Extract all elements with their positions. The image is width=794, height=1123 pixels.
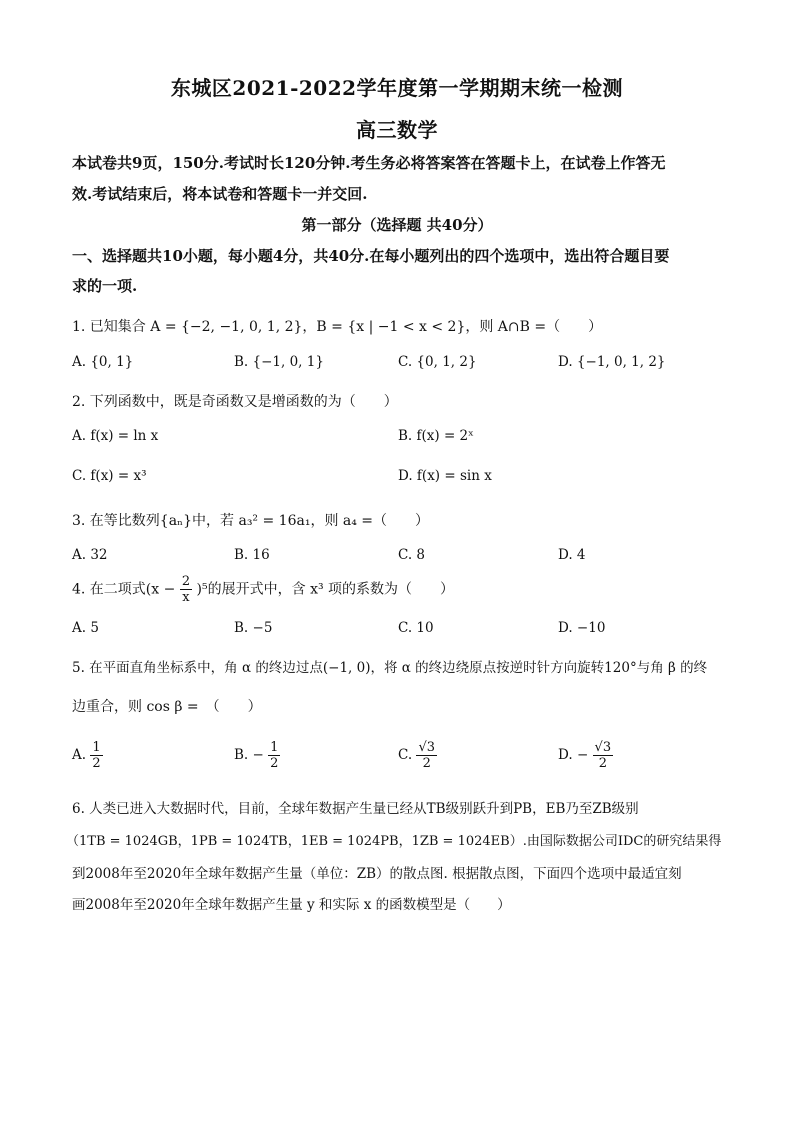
question-4-stem-post: )⁵的展开式中，含 x³ 项的系数为（ ）: [196, 581, 455, 598]
question-5-option-c: [398, 740, 437, 771]
question-6-line-4: 画2008年至2020年全球年数据产生量 y 和实际 x 的函数模型是（ ）: [72, 897, 511, 913]
question-5-option-d-label: D.: [558, 747, 573, 763]
section-instructions-1: 一、选择题共10小题，每小题4分，共40分.在每小题列出的四个选项中，选出符合题目要: [72, 247, 670, 265]
question-3-option-a: A. 32: [72, 547, 108, 563]
question-5-option-b-sign: −: [252, 747, 264, 763]
question-6-line-2: （1TB = 1024GB，1PB = 1024TB，1EB = 1024PB，1ZB = 1024EB）.由国际数据公司IDC的研究结果得: [66, 834, 722, 849]
question-5-option-d-sign: −: [576, 747, 589, 763]
question-5-line-1: 5. 在平面直角坐标系中，角 α 的终边过点(−1, 0)，将 α 的终边绕原点按逆时针方向旋转120°与角 β 的终: [72, 660, 708, 676]
page-subtitle: 高三数学: [356, 118, 438, 142]
question-5-option-d-fraction: [593, 740, 614, 771]
question-5-option-c-den: 2: [422, 756, 431, 771]
question-4-fraction: [180, 574, 192, 605]
question-5-option-d: [558, 740, 613, 771]
question-3-stem: 3. 在等比数列{aₙ}中，若 a₃² = 16a₁，则 a₄ =（ ）: [72, 513, 430, 529]
instructions-line-2: 效.考试结束后，将本试卷和答题卡一并交回.: [72, 185, 368, 203]
question-5-line-2: 边重合，则 cos β = （ ）: [72, 699, 262, 715]
question-4-fraction-den: x: [182, 590, 190, 605]
question-5-option-b: [234, 740, 280, 771]
question-4-option-a: A. 5: [72, 620, 99, 636]
question-1-option-b: B. {−1, 0, 1}: [234, 354, 324, 370]
question-5-option-a-den: 2: [92, 756, 101, 771]
question-5-option-c-fraction: [416, 740, 437, 771]
part-heading: 第一部分（选择题 共40分）: [301, 216, 493, 234]
question-4-stem: [72, 574, 454, 605]
question-5-option-c-label: C.: [398, 747, 413, 763]
question-4-fraction-num: 2: [181, 574, 191, 589]
section-instructions-2: 求的一项.: [72, 277, 138, 295]
question-3-option-b: B. 16: [234, 547, 270, 563]
question-5-option-b-den: 2: [270, 756, 279, 771]
question-5-option-b-num: 1: [270, 740, 279, 755]
question-1-option-c: C. {0, 1, 2}: [398, 354, 477, 370]
question-5-option-d-num: √3: [594, 740, 612, 755]
question-4-option-b: B. −5: [234, 620, 273, 636]
question-5-option-b-label: B.: [234, 747, 249, 763]
question-1-option-a: A. {0, 1}: [72, 354, 134, 370]
question-2-option-c: C. f(x) = x³: [72, 468, 147, 484]
question-2-option-a: A. f(x) = ln x: [72, 428, 159, 444]
question-5-option-b-fraction: [268, 740, 280, 771]
instructions-line-1: 本试卷共9页，150分.考试时长120分钟.考生务必将答案答在答题卡上，在试卷上作答无: [72, 154, 666, 172]
question-5-option-a: [72, 740, 103, 771]
page-title: 东城区2021-2022学年度第一学期期末统一检测: [170, 76, 624, 100]
question-5-option-a-fraction: [90, 740, 102, 771]
question-4-option-d: D. −10: [558, 620, 606, 636]
question-3-option-c: C. 8: [398, 547, 426, 563]
question-5-option-a-num: 1: [92, 740, 101, 755]
question-3-option-d: D. 4: [558, 547, 586, 563]
question-5-option-a-label: A.: [72, 747, 87, 763]
question-2-stem: 2. 下列函数中，既是奇函数又是增函数的为（ ）: [72, 394, 398, 410]
question-5-option-c-num: √3: [418, 740, 435, 755]
question-5-option-d-den: 2: [598, 756, 607, 771]
question-2-option-d: D. f(x) = sin x: [398, 468, 492, 484]
question-1-option-d: D. {−1, 0, 1, 2}: [558, 354, 666, 370]
question-4-option-c: C. 10: [398, 620, 434, 636]
question-6-line-1: 6. 人类已进入大数据时代，目前，全球年数据产生量已经从TB级别跃升到PB，EB乃至ZB级别: [72, 801, 639, 817]
question-1-stem: 1. 已知集合 A = {−2, −1, 0, 1, 2}，B = {x | −1 < x < 2}，则 A∩B =（ ）: [72, 319, 603, 335]
question-4-stem-pre: 4. 在二项式(x −: [72, 581, 176, 598]
question-2-option-b: B. f(x) = 2ˣ: [398, 428, 474, 444]
question-6-line-3: 到2008年至2020年全球年数据产生量（单位：ZB）的散点图. 根据散点图，下面四个选项中最适宜刻: [72, 866, 682, 882]
